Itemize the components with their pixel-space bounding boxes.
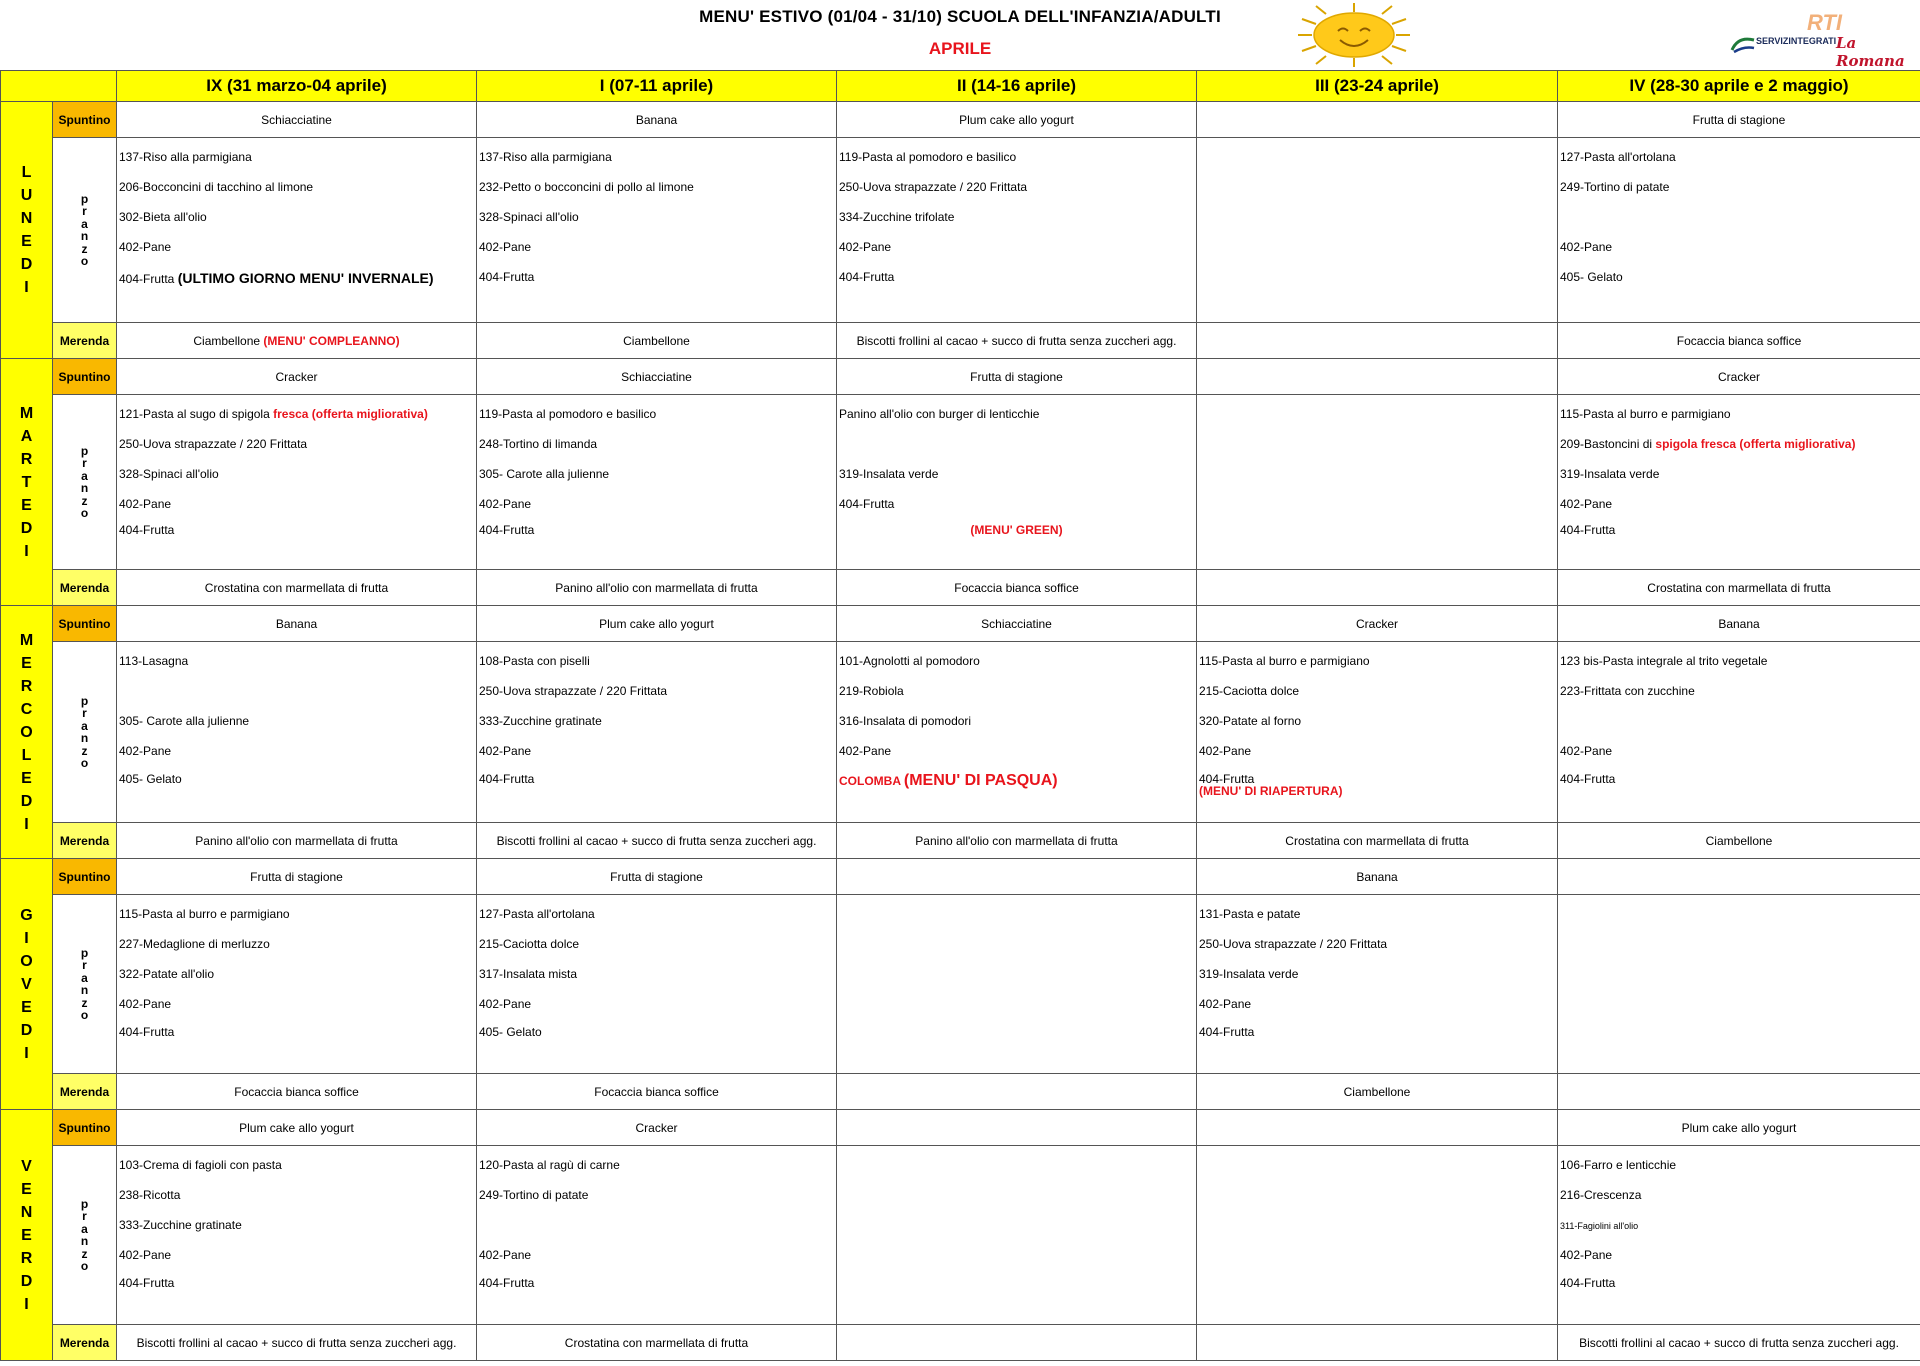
merenda-row xyxy=(1,323,1920,359)
pranzo-dish: 115-Pasta al burro e parmigiano xyxy=(119,907,290,921)
pranzo-dish: 404-Frutta xyxy=(839,270,895,284)
pranzo-dish: 319-Insalata verde xyxy=(839,467,939,481)
pranzo-dish: 404-Frutta (ULTIMO GIORNO MENU' INVERNALE) xyxy=(119,270,434,286)
menu-table xyxy=(0,70,1920,1361)
pranzo-dish: 333-Zucchine gratinate xyxy=(479,714,602,728)
merenda-cell: Biscotti frollini al cacao + succo di frutta senza zuccheri agg. xyxy=(117,1325,477,1361)
day-label xyxy=(1,859,53,1110)
pranzo-label: p r a n z o xyxy=(53,895,117,1074)
merenda-label: Merenda xyxy=(53,1325,117,1361)
pranzo-cell xyxy=(1558,395,1920,570)
week-header: III (23-24 aprile) xyxy=(1197,71,1558,102)
pranzo-label: p r a n z o xyxy=(53,395,117,570)
pranzo-cell xyxy=(477,895,837,1074)
pranzo-dish: 101-Agnolotti al pomodoro xyxy=(839,654,980,668)
merenda-cell: Ciambellone xyxy=(1558,823,1920,859)
pranzo-dish: 113-Lasagna xyxy=(119,654,189,668)
pranzo-dish: 402-Pane xyxy=(479,997,532,1011)
pranzo-dish: 328-Spinaci all'olio xyxy=(479,210,579,224)
spuntino-cell: Plum cake allo yogurt xyxy=(477,606,837,642)
week-header: I (07-11 aprile) xyxy=(477,71,837,102)
pranzo-dish: 320-Patate al forno xyxy=(1199,714,1302,728)
pranzo-dish: 219-Robiola xyxy=(839,684,904,698)
merenda-cell: Focaccia bianca soffice xyxy=(477,1074,837,1110)
spuntino-cell xyxy=(837,1110,1197,1146)
page-header xyxy=(0,0,1920,70)
merenda-cell: Focaccia bianca soffice xyxy=(837,570,1197,606)
corner-cell xyxy=(1,71,117,102)
day-name: L U N E D I xyxy=(20,164,33,296)
merenda-cell: Panino all'olio con marmellata di frutta xyxy=(477,570,837,606)
pranzo-cell xyxy=(1558,138,1920,323)
pranzo-dish: 227-Medaglione di merluzzo xyxy=(119,937,270,951)
pranzo-dish: 402-Pane xyxy=(479,1248,532,1262)
spuntino-cell: Banana xyxy=(1197,859,1558,895)
spuntino-label: Spuntino xyxy=(53,606,117,642)
spuntino-cell: Cracker xyxy=(1558,359,1920,395)
pranzo-dish: 238-Ricotta xyxy=(119,1188,181,1202)
pranzo-cell xyxy=(1558,895,1920,1074)
day-name: V E N E R D I xyxy=(20,1157,33,1313)
spuntino-cell: Frutta di stagione xyxy=(477,859,837,895)
week-header: II (14-16 aprile) xyxy=(837,71,1197,102)
pranzo-dish: 127-Pasta all'ortolana xyxy=(479,907,595,921)
pranzo-dish: 402-Pane xyxy=(1199,744,1252,758)
spuntino-cell: Schiacciatine xyxy=(117,102,477,138)
merenda-cell: Focaccia bianca soffice xyxy=(117,1074,477,1110)
pranzo-dish: 137-Riso alla parmigiana xyxy=(479,150,612,164)
spuntino-cell: Banana xyxy=(477,102,837,138)
merenda-label: Merenda xyxy=(53,823,117,859)
pranzo-row xyxy=(1,642,1920,823)
logo-romana: La Romana xyxy=(1836,34,1905,70)
pranzo-dish: 137-Riso alla parmigiana xyxy=(119,150,252,164)
menu-note: (MENU' GREEN) xyxy=(970,523,1063,537)
merenda-cell: Biscotti frollini al cacao + succo di frutta senza zuccheri agg. xyxy=(1558,1325,1920,1361)
pranzo-cell xyxy=(837,395,1197,570)
spuntino-cell: Frutta di stagione xyxy=(1558,102,1920,138)
merenda-cell: Crostatina con marmellata di frutta xyxy=(117,570,477,606)
pranzo-dish: 319-Insalata verde xyxy=(1560,467,1660,481)
pranzo-cell xyxy=(117,1146,477,1325)
merenda-cell xyxy=(837,1074,1197,1110)
pranzo-dish: 216-Crescenza xyxy=(1560,1188,1642,1202)
pranzo-cell xyxy=(117,642,477,823)
pranzo-dish: 115-Pasta al burro e parmigiano xyxy=(1199,654,1370,668)
spuntino-cell: Frutta di stagione xyxy=(837,359,1197,395)
pranzo-dish: 404-Frutta xyxy=(479,523,535,537)
merenda-cell: Ciambellone (MENU' COMPLEANNO) xyxy=(117,323,477,359)
merenda-label: Merenda xyxy=(53,1074,117,1110)
pranzo-dish: 402-Pane xyxy=(1560,240,1613,254)
page-title: MENU' ESTIVO (01/04 - 31/10) SCUOLA DELL'INFANZIA/ADULTI xyxy=(699,7,1221,26)
pranzo-dish: 223-Frittata con zucchine xyxy=(1560,684,1695,698)
spuntino-row xyxy=(1,359,1920,395)
merenda-cell: Panino all'olio con marmellata di frutta xyxy=(837,823,1197,859)
spuntino-label: Spuntino xyxy=(53,1110,117,1146)
pranzo-dish: 333-Zucchine gratinate xyxy=(119,1218,242,1232)
logo-servizi: SERVIZINTEGRATI xyxy=(1756,36,1837,46)
pranzo-label: p r a n z o xyxy=(53,1146,117,1325)
spuntino-cell xyxy=(1197,1110,1558,1146)
pranzo-dish: 131-Pasta e patate xyxy=(1199,907,1301,921)
pranzo-dish: 103-Crema di fagioli con pasta xyxy=(119,1158,282,1172)
pranzo-dish: 249-Tortino di patate xyxy=(1560,180,1670,194)
pranzo-cell xyxy=(1197,395,1558,570)
pranzo-dish: 402-Pane xyxy=(1560,744,1613,758)
menu-note: (MENU' DI RIAPERTURA) xyxy=(1199,784,1343,798)
pranzo-cell xyxy=(477,642,837,823)
month-label: APRILE xyxy=(928,39,992,58)
day-label xyxy=(1,606,53,859)
pranzo-label: p r a n z o xyxy=(53,138,117,323)
merenda-cell: Crostatina con marmellata di frutta xyxy=(1197,823,1558,859)
spuntino-cell: Plum cake allo yogurt xyxy=(1558,1110,1920,1146)
merenda-row xyxy=(1,1325,1920,1361)
merenda-row xyxy=(1,570,1920,606)
week-header-row xyxy=(1,71,1920,102)
pranzo-dish: 404-Frutta xyxy=(1199,772,1255,786)
pranzo-dish: 405- Gelato xyxy=(119,772,182,786)
spuntino-cell: Banana xyxy=(1558,606,1920,642)
pranzo-dish: 119-Pasta al pomodoro e basilico xyxy=(839,150,1017,164)
pranzo-dish: 127-Pasta all'ortolana xyxy=(1560,150,1676,164)
pranzo-dish: 119-Pasta al pomodoro e basilico xyxy=(479,407,657,421)
pranzo-dish: 120-Pasta al ragù di carne xyxy=(479,1158,620,1172)
spuntino-cell: Schiacciatine xyxy=(477,359,837,395)
pranzo-cell xyxy=(837,138,1197,323)
spuntino-cell xyxy=(1197,102,1558,138)
pranzo-dish: 404-Frutta xyxy=(1199,1025,1255,1039)
pranzo-dish: 123 bis-Pasta integrale al trito vegetale xyxy=(1560,654,1768,668)
pranzo-cell xyxy=(477,395,837,570)
pranzo-dish: Panino all'olio con burger di lenticchie xyxy=(839,407,1040,421)
pranzo-dish: 319-Insalata verde xyxy=(1199,967,1299,981)
pranzo-dish: 302-Bieta all'olio xyxy=(119,210,207,224)
pranzo-dish: 404-Frutta xyxy=(1560,523,1616,537)
pranzo-dish: 402-Pane xyxy=(1560,1248,1613,1262)
pranzo-cell xyxy=(477,1146,837,1325)
merenda-cell: Ciambellone xyxy=(477,323,837,359)
pranzo-dish: 402-Pane xyxy=(119,744,172,758)
week-header: IV (28-30 aprile e 2 maggio) xyxy=(1558,71,1920,102)
pranzo-dish: 250-Uova strapazzate / 220 Frittata xyxy=(839,180,1028,194)
merenda-cell: Crostatina con marmellata di frutta xyxy=(1558,570,1920,606)
pranzo-cell xyxy=(1558,642,1920,823)
spuntino-cell: Cracker xyxy=(1197,606,1558,642)
pranzo-dish: 311-Fagiolini all'olio xyxy=(1560,1221,1639,1231)
merenda-label: Merenda xyxy=(53,323,117,359)
merenda-label: Merenda xyxy=(53,570,117,606)
spuntino-label: Spuntino xyxy=(53,859,117,895)
pranzo-dish: 404-Frutta xyxy=(119,1025,175,1039)
pranzo-row xyxy=(1,895,1920,1074)
pranzo-dish: 404-Frutta xyxy=(119,1276,175,1290)
day-label xyxy=(1,102,53,359)
spuntino-cell: Schiacciatine xyxy=(837,606,1197,642)
pranzo-dish: 404-Frutta xyxy=(1560,1276,1616,1290)
pranzo-row xyxy=(1,1146,1920,1325)
merenda-cell xyxy=(1558,1074,1920,1110)
merenda-cell xyxy=(1197,570,1558,606)
merenda-cell: Biscotti frollini al cacao + succo di frutta senza zuccheri agg. xyxy=(477,823,837,859)
day-label xyxy=(1,359,53,606)
spuntino-label: Spuntino xyxy=(53,359,117,395)
pranzo-cell xyxy=(117,395,477,570)
pranzo-cell xyxy=(1197,138,1558,323)
spuntino-cell: Plum cake allo yogurt xyxy=(117,1110,477,1146)
pranzo-dish: 115-Pasta al burro e parmigiano xyxy=(1560,407,1731,421)
smiling-sun-icon xyxy=(1296,2,1412,68)
pranzo-dish: COLOMBA (MENU' DI PASQUA) xyxy=(839,772,1058,789)
day-label xyxy=(1,1110,53,1361)
merenda-cell xyxy=(837,1325,1197,1361)
spuntino-row xyxy=(1,859,1920,895)
pranzo-dish: 402-Pane xyxy=(119,997,172,1011)
pranzo-cell xyxy=(477,138,837,323)
pranzo-dish: 404-Frutta xyxy=(479,1276,535,1290)
merenda-cell: Biscotti frollini al cacao + succo di frutta senza zuccheri agg. xyxy=(837,323,1197,359)
pranzo-dish: 404-Frutta xyxy=(479,270,535,284)
spuntino-cell: Frutta di stagione xyxy=(117,859,477,895)
pranzo-dish: 316-Insalata di pomodori xyxy=(839,714,972,728)
pranzo-dish: 305- Carote alla julienne xyxy=(119,714,250,728)
company-logo xyxy=(1726,10,1905,70)
pranzo-dish: 402-Pane xyxy=(479,497,532,511)
pranzo-dish: 317-Insalata mista xyxy=(479,967,578,981)
pranzo-dish: 106-Farro e lenticchie xyxy=(1560,1158,1677,1172)
spuntino-cell: Cracker xyxy=(117,359,477,395)
spuntino-cell xyxy=(837,859,1197,895)
pranzo-dish: 249-Tortino di patate xyxy=(479,1188,589,1202)
pranzo-dish: 209-Bastoncini di spigola fresca (offerta migliorativa) xyxy=(1560,437,1856,451)
pranzo-dish: 322-Patate all'olio xyxy=(119,967,215,981)
pranzo-cell xyxy=(837,1146,1197,1325)
pranzo-dish: 405- Gelato xyxy=(479,1025,542,1039)
pranzo-cell xyxy=(117,895,477,1074)
pranzo-dish: 402-Pane xyxy=(1199,997,1252,1011)
merenda-row xyxy=(1,823,1920,859)
spuntino-row xyxy=(1,606,1920,642)
pranzo-dish: 108-Pasta con piselli xyxy=(479,654,590,668)
pranzo-dish: 402-Pane xyxy=(119,1248,172,1262)
pranzo-dish: 404-Frutta xyxy=(479,772,535,786)
swirl-icon xyxy=(1730,34,1758,54)
spuntino-cell xyxy=(1558,859,1920,895)
pranzo-dish: 404-Frutta xyxy=(839,497,895,511)
pranzo-dish: 405- Gelato xyxy=(1560,270,1623,284)
pranzo-cell xyxy=(837,642,1197,823)
pranzo-dish: 248-Tortino di limanda xyxy=(479,437,598,451)
pranzo-dish: 402-Pane xyxy=(1560,497,1613,511)
pranzo-dish: 402-Pane xyxy=(839,240,892,254)
day-name: G I O V E D I xyxy=(20,906,33,1062)
spuntino-cell: Banana xyxy=(117,606,477,642)
pranzo-cell xyxy=(117,138,477,323)
pranzo-dish: 250-Uova strapazzate / 220 Frittata xyxy=(119,437,308,451)
merenda-row xyxy=(1,1074,1920,1110)
pranzo-label: p r a n z o xyxy=(53,642,117,823)
spuntino-cell: Plum cake allo yogurt xyxy=(837,102,1197,138)
pranzo-dish: 328-Spinaci all'olio xyxy=(119,467,219,481)
pranzo-dish: 206-Bocconcini di tacchino al limone xyxy=(119,180,314,194)
merenda-cell xyxy=(1197,1325,1558,1361)
pranzo-dish: 402-Pane xyxy=(839,744,892,758)
merenda-cell: Crostatina con marmellata di frutta xyxy=(477,1325,837,1361)
pranzo-cell xyxy=(1558,1146,1920,1325)
pranzo-dish: 305- Carote alla julienne xyxy=(479,467,610,481)
spuntino-cell xyxy=(1197,359,1558,395)
spuntino-row xyxy=(1,102,1920,138)
merenda-cell xyxy=(1197,323,1558,359)
spuntino-label: Spuntino xyxy=(53,102,117,138)
merenda-cell: Panino all'olio con marmellata di frutta xyxy=(117,823,477,859)
merenda-cell: Focaccia bianca soffice xyxy=(1558,323,1920,359)
day-name: M E R C O L E D I xyxy=(19,631,34,833)
spuntino-cell: Cracker xyxy=(477,1110,837,1146)
pranzo-dish: 215-Caciotta dolce xyxy=(479,937,580,951)
pranzo-cell xyxy=(1197,1146,1558,1325)
pranzo-cell xyxy=(1197,895,1558,1074)
pranzo-dish: 402-Pane xyxy=(479,744,532,758)
pranzo-dish: 404-Frutta xyxy=(119,523,175,537)
pranzo-dish: 232-Petto o bocconcini di pollo al limone xyxy=(479,180,694,194)
pranzo-dish: 402-Pane xyxy=(479,240,532,254)
pranzo-row xyxy=(1,138,1920,323)
pranzo-dish: 250-Uova strapazzate / 220 Frittata xyxy=(479,684,668,698)
day-name: M A R T E D I xyxy=(19,404,34,560)
pranzo-dish: 402-Pane xyxy=(119,240,172,254)
pranzo-dish: 250-Uova strapazzate / 220 Frittata xyxy=(1199,937,1388,951)
spuntino-row xyxy=(1,1110,1920,1146)
pranzo-dish: 334-Zucchine trifolate xyxy=(839,210,955,224)
pranzo-dish: 215-Caciotta dolce xyxy=(1199,684,1300,698)
pranzo-cell xyxy=(1197,642,1558,823)
pranzo-row xyxy=(1,395,1920,570)
logo-rti: RTI xyxy=(1807,10,1843,35)
pranzo-dish: 121-Pasta al sugo di spigola fresca (offerta migliorativa) xyxy=(119,407,428,421)
pranzo-dish: 404-Frutta xyxy=(1560,772,1616,786)
week-header: IX (31 marzo-04 aprile) xyxy=(117,71,477,102)
merenda-cell: Ciambellone xyxy=(1197,1074,1558,1110)
pranzo-cell xyxy=(837,895,1197,1074)
pranzo-dish: 402-Pane xyxy=(119,497,172,511)
